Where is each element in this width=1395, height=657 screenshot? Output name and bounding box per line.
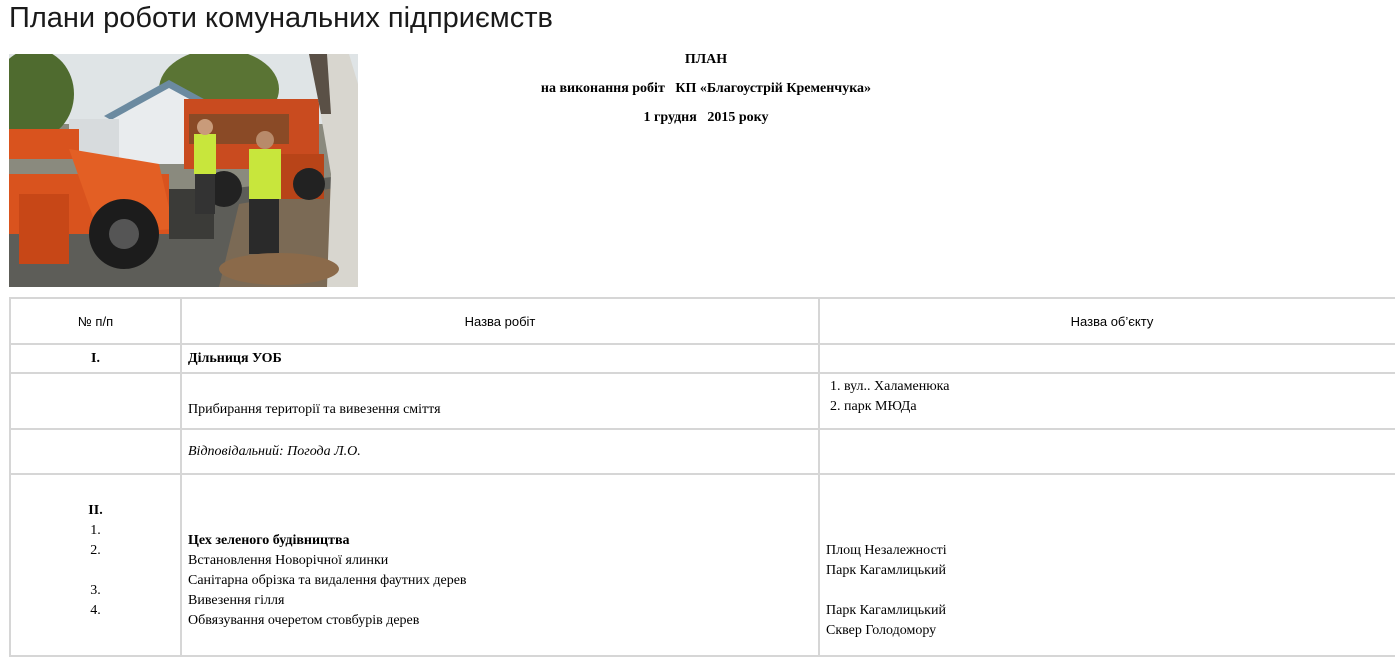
plan-subtitle: на виконання робіт КП «Благоустрій Кременчука» — [540, 81, 872, 96]
plan-title: ПЛАН — [684, 52, 728, 67]
item-number — [17, 561, 174, 581]
object-item: Площ Незалежності — [826, 543, 947, 558]
table-row — [10, 373, 1395, 429]
section-title: Цех зеленого будівництва — [188, 533, 350, 548]
work-item: Обвязування очеретом стовбурів дерев — [188, 613, 420, 628]
section-number: II. — [88, 503, 103, 518]
list-item: 1. вул.. Халаменюка — [830, 379, 950, 394]
section-works — [181, 474, 819, 656]
empty-cell — [819, 429, 1395, 474]
item-number: 3. — [90, 583, 101, 598]
section-title: Дільниця УОБ — [181, 344, 819, 373]
empty-cell — [10, 429, 181, 474]
work-text: Прибирання території та вивезення сміття — [188, 402, 441, 417]
plan-table — [9, 297, 1395, 657]
item-number: 1. — [90, 523, 101, 538]
table-row — [10, 474, 1395, 656]
table-row — [10, 429, 1395, 474]
header-work: Назва робіт — [181, 298, 819, 344]
work-item: Санітарна обрізка та видалення фаутних дерев — [188, 573, 467, 588]
empty-cell — [10, 373, 181, 429]
responsible-person: Відповідальний: Погода Л.О. — [181, 429, 819, 474]
work-photo — [9, 54, 358, 287]
item-number: 2. — [90, 543, 101, 558]
section-number: I. — [10, 344, 181, 373]
empty-cell — [819, 344, 1395, 373]
object-item — [826, 581, 1395, 601]
table-row — [10, 344, 1395, 373]
list-item: 2. парк МЮДа — [830, 399, 917, 414]
plan-date: 1 грудня 2015 року — [643, 110, 769, 125]
work-item: Вивезення гілля — [188, 593, 285, 608]
table-header-row — [10, 298, 1395, 344]
object-item: Сквер Голодомору — [826, 623, 937, 638]
header-number: № п/п — [10, 298, 181, 344]
section-numbers — [10, 474, 181, 656]
work-name — [181, 373, 819, 429]
section-objects — [819, 474, 1395, 656]
object-list-cell — [819, 373, 1395, 429]
object-item: Парк Кагамлицький — [826, 603, 946, 618]
plan-header — [358, 50, 1054, 137]
item-number: 4. — [90, 603, 101, 618]
page-title: Плани роботи комунальних підприємств — [9, 2, 553, 34]
object-item: Парк Кагамлицький — [826, 563, 946, 578]
work-item: Встановлення Новорічної ялинки — [188, 553, 389, 568]
header-object: Назва об’єкту — [819, 298, 1395, 344]
